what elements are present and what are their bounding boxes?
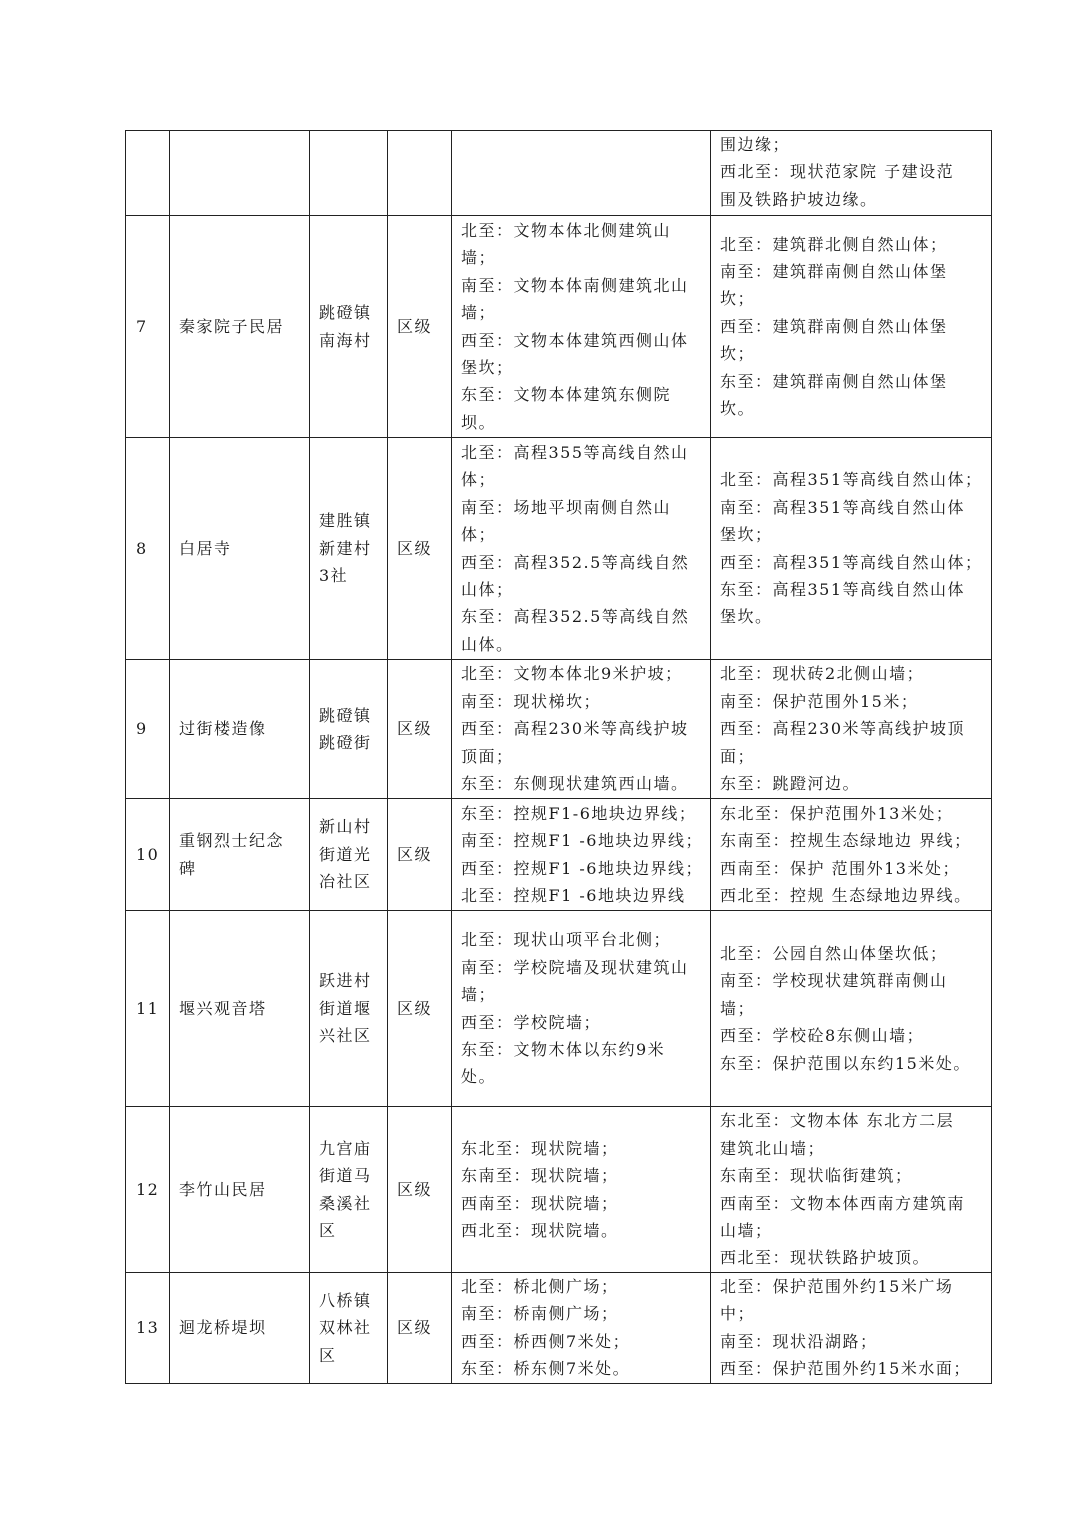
construction-control-cell — [711, 660, 992, 799]
protection-range-cell-line: 堡坎； — [461, 357, 514, 377]
construction-control-cell-line: 南至：现状沿湖路； — [720, 1331, 878, 1351]
level-cell — [388, 438, 452, 660]
construction-control-cell-line: 西北至：现状铁路护坡顶。 — [720, 1248, 931, 1268]
location-cell-line: 八桥镇 — [319, 1290, 372, 1310]
protection-range-cell-line: 西南至：现状院墙； — [461, 1193, 619, 1213]
protection-range-cell-line: 西至：高程230米等高线护坡 — [461, 719, 689, 739]
construction-control-cell-line: 北至：现状砖2北侧山墙； — [720, 664, 925, 684]
construction-control-cell-line: 西至：学校砼8东侧山墙； — [720, 1026, 925, 1046]
location-cell-line: 街道堰 — [319, 998, 372, 1018]
level-cell — [388, 799, 452, 911]
protection-range-cell — [452, 799, 711, 911]
construction-control-cell-line: 南至：学校现状建筑群南侧山 — [720, 971, 948, 991]
protection-range-cell-line: 坝。 — [461, 412, 497, 432]
table-row — [126, 1107, 992, 1273]
level-cell-text: 区级 — [397, 1179, 433, 1199]
protection-range-cell-line: 西至：文物本体建筑西侧山体 — [461, 330, 689, 350]
level-cell — [388, 660, 452, 799]
protection-range-cell-line: 处。 — [461, 1067, 497, 1087]
construction-control-cell-line: 西南至：保护 范围外13米处； — [720, 858, 960, 878]
location-cell-line: 街道光 — [319, 844, 372, 864]
site-name-cell-line: 李竹山民居 — [179, 1179, 267, 1199]
row-number-cell — [126, 799, 170, 911]
location-cell — [310, 216, 388, 438]
construction-control-cell-line: 东至：建筑群南侧自然山体堡 — [720, 371, 948, 391]
row-number-cell-text: 10 — [136, 844, 160, 864]
row-number-cell-text: 9 — [136, 719, 148, 739]
construction-control-cell-line: 西至：建筑群南侧自然山体堡 — [720, 316, 948, 336]
row-number-cell-text: 11 — [136, 998, 160, 1018]
location-cell-line: 街道马 — [319, 1166, 372, 1186]
construction-control-cell-line: 西北至：控规 生态绿地边界线。 — [720, 885, 972, 905]
construction-control-cell-line: 坎； — [720, 289, 756, 309]
protection-range-cell-line: 东至：控规F1-6地块边界线； — [461, 803, 697, 823]
construction-control-cell-line: 北至：保护范围外约15米广场 — [720, 1277, 954, 1296]
construction-control-cell-line: 建筑北山墙； — [720, 1138, 826, 1158]
protection-range-cell — [452, 1107, 711, 1273]
construction-control-cell-line: 东至：高程351等高线自然山体 — [720, 579, 966, 599]
protection-range-cell-line: 南至：文物本体南侧建筑北山 — [461, 275, 689, 295]
site-name-cell — [170, 911, 310, 1107]
row-number-cell — [126, 1273, 170, 1384]
site-name-cell — [170, 216, 310, 438]
construction-control-cell-line: 堡坎。 — [720, 607, 773, 627]
construction-control-cell-line: 南至：保护范围外15米； — [720, 691, 919, 711]
location-cell — [310, 1273, 388, 1384]
table-row — [126, 131, 992, 216]
protection-range-cell-line: 山体。 — [461, 634, 514, 654]
construction-control-cell-line: 东北至：保护范围外13米处； — [720, 803, 954, 823]
row-number-cell — [126, 1107, 170, 1273]
site-name-cell-line: 过街楼造像 — [179, 719, 267, 739]
protection-range-cell-line: 东北至：现状院墙； — [461, 1138, 619, 1158]
table-row — [126, 660, 992, 799]
location-cell-line: 建胜镇 — [319, 511, 372, 531]
construction-control-cell — [711, 1273, 992, 1384]
table-body — [126, 131, 992, 1384]
protection-range-cell — [452, 438, 711, 660]
level-cell — [388, 911, 452, 1107]
level-cell-text: 区级 — [397, 719, 433, 739]
location-cell-line: 桑溪社 — [319, 1193, 372, 1213]
construction-control-cell-line: 墙； — [720, 998, 756, 1018]
level-cell-text: 区级 — [397, 844, 433, 864]
construction-control-cell-line: 堡坎； — [720, 525, 773, 545]
table-row — [126, 1273, 992, 1384]
protection-range-cell-line: 顶面； — [461, 746, 514, 766]
protection-range-cell-line: 山体； — [461, 579, 514, 599]
protection-range-cell-line: 墙； — [461, 248, 497, 268]
construction-control-cell-line: 山墙； — [720, 1220, 773, 1240]
construction-control-cell — [711, 1107, 992, 1273]
level-cell-text: 区级 — [397, 998, 433, 1018]
site-name-cell-line: 碑 — [179, 858, 197, 878]
site-name-cell-line: 白居寺 — [179, 538, 232, 558]
construction-control-cell-line: 面； — [720, 746, 756, 766]
site-name-cell — [170, 660, 310, 799]
location-cell — [310, 438, 388, 660]
construction-control-cell-line: 东至：跳蹬河边。 — [720, 774, 861, 794]
construction-control-cell-line: 北至：高程351等高线自然山体； — [720, 470, 983, 490]
protection-range-cell-line: 南至：控规F1 -6地块边界线； — [461, 831, 703, 851]
location-cell-line: 新建村 — [319, 538, 372, 558]
location-cell-line: 冶社区 — [319, 872, 372, 892]
construction-control-cell — [711, 911, 992, 1107]
row-number-cell-text: 12 — [136, 1179, 160, 1199]
construction-control-cell-line: 西北至：现状范家院 子建设范 — [720, 162, 955, 182]
level-cell-text: 区级 — [397, 316, 433, 336]
location-cell-line: 跳磴镇 — [319, 705, 372, 725]
location-cell — [310, 131, 388, 216]
construction-control-cell — [711, 799, 992, 911]
location-cell-line: 兴社区 — [319, 1026, 372, 1046]
location-cell-line: 区 — [319, 1345, 337, 1365]
protection-range-cell-line: 体； — [461, 525, 497, 545]
location-cell-line: 新山村 — [319, 817, 372, 837]
construction-control-cell-line: 南至：高程351等高线自然山体 — [720, 497, 966, 517]
row-number-cell — [126, 438, 170, 660]
site-name-cell — [170, 1273, 310, 1384]
site-name-cell — [170, 1107, 310, 1273]
protection-range-cell-line: 墙； — [461, 303, 497, 323]
protection-range-cell-line: 北至：高程355等高线自然山 — [461, 442, 689, 462]
protection-range-cell-line: 东至：文物木体以东约9米 — [461, 1039, 666, 1059]
protection-range-cell-line: 北至：文物本体北侧建筑山 — [461, 220, 672, 240]
row-number-cell-text: 13 — [136, 1318, 160, 1338]
table-row — [126, 438, 992, 660]
construction-control-cell-line: 北至：建筑群北侧自然山体； — [720, 234, 948, 254]
row-number-cell — [126, 911, 170, 1107]
location-cell — [310, 911, 388, 1107]
protection-range-cell-line: 北至：现状山项平台北侧； — [461, 930, 672, 950]
protection-range-cell-line: 西北至：现状院墙。 — [461, 1220, 619, 1240]
protection-range-cell-line: 东至：东侧现状建筑西山墙。 — [461, 774, 689, 794]
site-name-cell — [170, 131, 310, 216]
protection-range-cell-line: 墙； — [461, 985, 497, 1005]
construction-control-cell-line: 西南至：文物本体西南方建筑南 — [720, 1193, 966, 1213]
protection-range-cell — [452, 216, 711, 438]
location-cell — [310, 799, 388, 911]
site-name-cell — [170, 438, 310, 660]
construction-control-cell — [711, 438, 992, 660]
level-cell — [388, 1107, 452, 1273]
protection-range-cell-line: 北至：控规F1 -6地块边界线 — [461, 885, 686, 905]
row-number-cell-text: 7 — [136, 316, 148, 336]
site-name-cell-line: 堰兴观音塔 — [179, 998, 267, 1018]
location-cell-line: 双林社 — [319, 1318, 372, 1338]
construction-control-cell-line: 北至：公园自然山体堡坎低； — [720, 943, 948, 963]
protection-range-cell-line: 西至：控规F1 -6地块边界线； — [461, 858, 703, 878]
table-row — [126, 216, 992, 438]
protection-range-cell-line: 东至：桥东侧7米处。 — [461, 1359, 631, 1379]
protection-range-cell-line: 东南至：现状院墙； — [461, 1166, 619, 1186]
row-number-cell — [126, 660, 170, 799]
protection-range-cell-line: 北至：桥北侧广场； — [461, 1277, 619, 1296]
location-cell-line: 九宫庙 — [319, 1138, 372, 1158]
construction-control-cell-line: 西至：高程351等高线自然山体； — [720, 552, 983, 572]
construction-control-cell-line: 东南至：控规生态绿地边 界线； — [720, 831, 972, 851]
site-name-cell-line: 重钢烈士纪念 — [179, 831, 285, 851]
level-cell — [388, 216, 452, 438]
protection-range-cell — [452, 911, 711, 1107]
construction-control-cell-line: 东南至：现状临街建筑； — [720, 1166, 913, 1186]
construction-control-cell-line: 围及铁路护坡边缘。 — [720, 189, 878, 209]
construction-control-cell-line: 坎。 — [720, 399, 756, 419]
location-cell-line: 跃进村 — [319, 971, 372, 991]
construction-control-cell-line: 南至：建筑群南侧自然山体堡 — [720, 261, 948, 281]
table-row — [126, 911, 992, 1107]
protection-range-cell-line: 西至：学校院墙； — [461, 1012, 602, 1032]
protection-range-cell-line: 北至：文物本体北9米护坡； — [461, 664, 683, 684]
site-name-cell-line: 秦家院子民居 — [179, 316, 285, 336]
location-cell-line: 3社 — [319, 566, 349, 586]
location-cell-line: 跳磴街 — [319, 733, 372, 752]
site-name-cell — [170, 799, 310, 911]
construction-control-cell-line: 东北至：文物本体 东北方二层 — [720, 1111, 955, 1131]
table-row — [126, 799, 992, 911]
construction-control-cell-line: 围边缘； — [720, 135, 791, 154]
location-cell — [310, 660, 388, 799]
location-cell — [310, 1107, 388, 1273]
protection-range-cell — [452, 131, 711, 216]
protection-range-cell-line: 南至：桥南侧广场； — [461, 1304, 619, 1324]
construction-control-cell-line: 中； — [720, 1304, 756, 1324]
protection-range-cell — [452, 660, 711, 799]
level-cell — [388, 131, 452, 216]
protection-range-cell — [452, 1273, 711, 1384]
construction-control-cell — [711, 216, 992, 438]
construction-control-cell-line: 西至：高程230米等高线护坡顶 — [720, 719, 966, 739]
protection-range-cell-line: 南至：场地平坝南侧自然山 — [461, 497, 672, 517]
location-cell-line: 区 — [319, 1220, 337, 1240]
protection-range-cell-line: 西至：桥西侧7米处； — [461, 1331, 631, 1351]
level-cell — [388, 1273, 452, 1384]
row-number-cell — [126, 216, 170, 438]
protection-range-cell-line: 体； — [461, 470, 497, 490]
level-cell-text: 区级 — [397, 538, 433, 558]
level-cell-text: 区级 — [397, 1318, 433, 1338]
row-number-cell-text: 8 — [136, 538, 148, 558]
heritage-protection-table — [125, 130, 992, 1384]
location-cell-line: 南海村 — [319, 330, 372, 350]
construction-control-cell-line: 西至：保护范围外约15米水面； — [720, 1359, 971, 1379]
construction-control-cell-line: 坎； — [720, 344, 756, 364]
location-cell-line: 跳磴镇 — [319, 303, 372, 323]
protection-range-cell-line: 东至：高程352.5等高线自然 — [461, 607, 690, 627]
protection-range-cell-line: 东至：文物本体建筑东侧院 — [461, 385, 672, 405]
protection-range-cell-line: 南至：学校院墙及现状建筑山 — [461, 957, 689, 977]
construction-control-cell — [711, 131, 992, 216]
protection-range-cell-line: 西至：高程352.5等高线自然 — [461, 552, 690, 572]
row-number-cell — [126, 131, 170, 216]
site-name-cell-line: 迴龙桥堤坝 — [179, 1318, 267, 1338]
protection-range-cell-line: 南至：现状梯坎； — [461, 691, 602, 711]
construction-control-cell-line: 东至：保护范围以东约15米处。 — [720, 1053, 971, 1073]
